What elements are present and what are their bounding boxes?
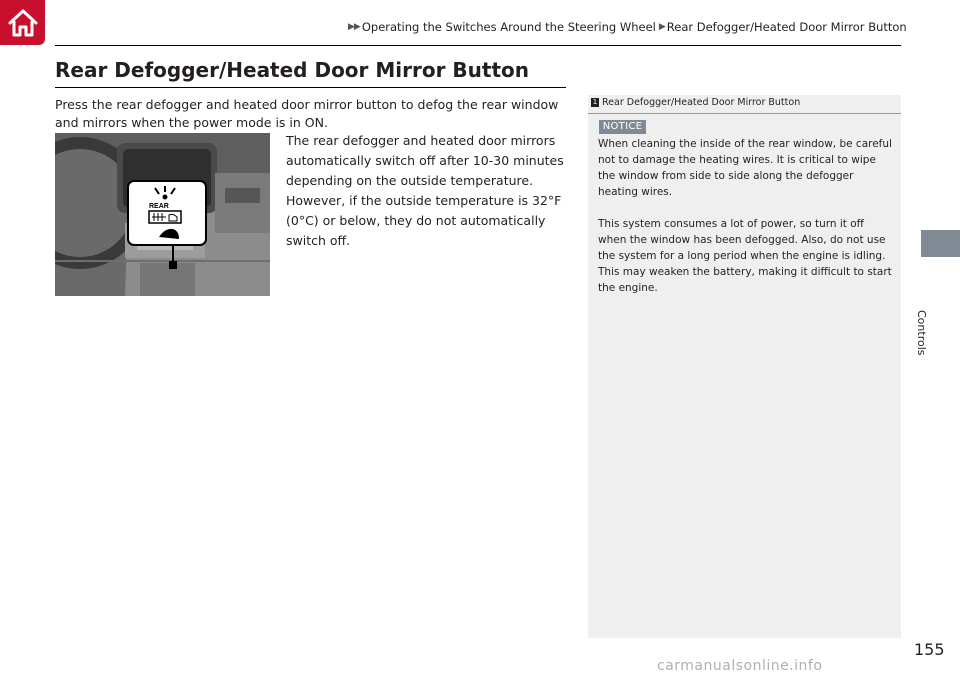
sidebar-heading [588,95,901,114]
section-tab-marker[interactable] [921,230,960,257]
breadcrumb [348,20,907,34]
notice-text: When cleaning the inside of the rear window, be careful not to damage the heating wires. It is critical to wipe the window from side to side along the defogger heating wires. [598,138,892,198]
watermark: carmanualsonline.info [657,658,823,674]
title-underline [55,87,566,88]
breadcrumb-arrow-icon: ▶ [658,22,665,32]
section-tab-label: Controls [915,310,928,356]
rear-button-label: REAR [149,203,169,210]
page-number: 155 [914,640,945,659]
dashboard-illustration [55,133,270,296]
intro-paragraph: Press the rear defogger and heated door mirror button to defog the rear window and mirrors when the power mode is in ON. [55,97,559,130]
breadcrumb-arrow-icon: ▶▶ [348,22,360,32]
home-button[interactable] [0,0,45,45]
breadcrumb-link-switches[interactable]: Operating the Switches Around the Steering Wheel [361,20,656,34]
home-icon [7,8,39,38]
header-divider [55,45,901,46]
page-title: Rear Defogger/Heated Door Mirror Button [55,58,530,82]
note-sidebar [588,95,901,638]
notice-badge: NOTICE [599,120,646,134]
body-paragraph: The rear defogger and heated door mirrors automatically switch off after 10-30 minutes depending on the outside temperature. However, if the outside temperature is 32°F (0°C) or below, they do not automatically switch off. [286,133,564,248]
breadcrumb-current: Rear Defogger/Heated Door Mirror Button [666,20,907,34]
reference-marker-icon: 1 [592,98,598,106]
power-usage-text: This system consumes a lot of power, so turn it off when the window has been defogged. Also, do not use the system for a long period when the engine is idling. This may weaken the battery, making it difficult to start the engine. [598,218,892,294]
sidebar-heading-text: Rear Defogger/Heated Door Mirror Button [602,97,801,108]
